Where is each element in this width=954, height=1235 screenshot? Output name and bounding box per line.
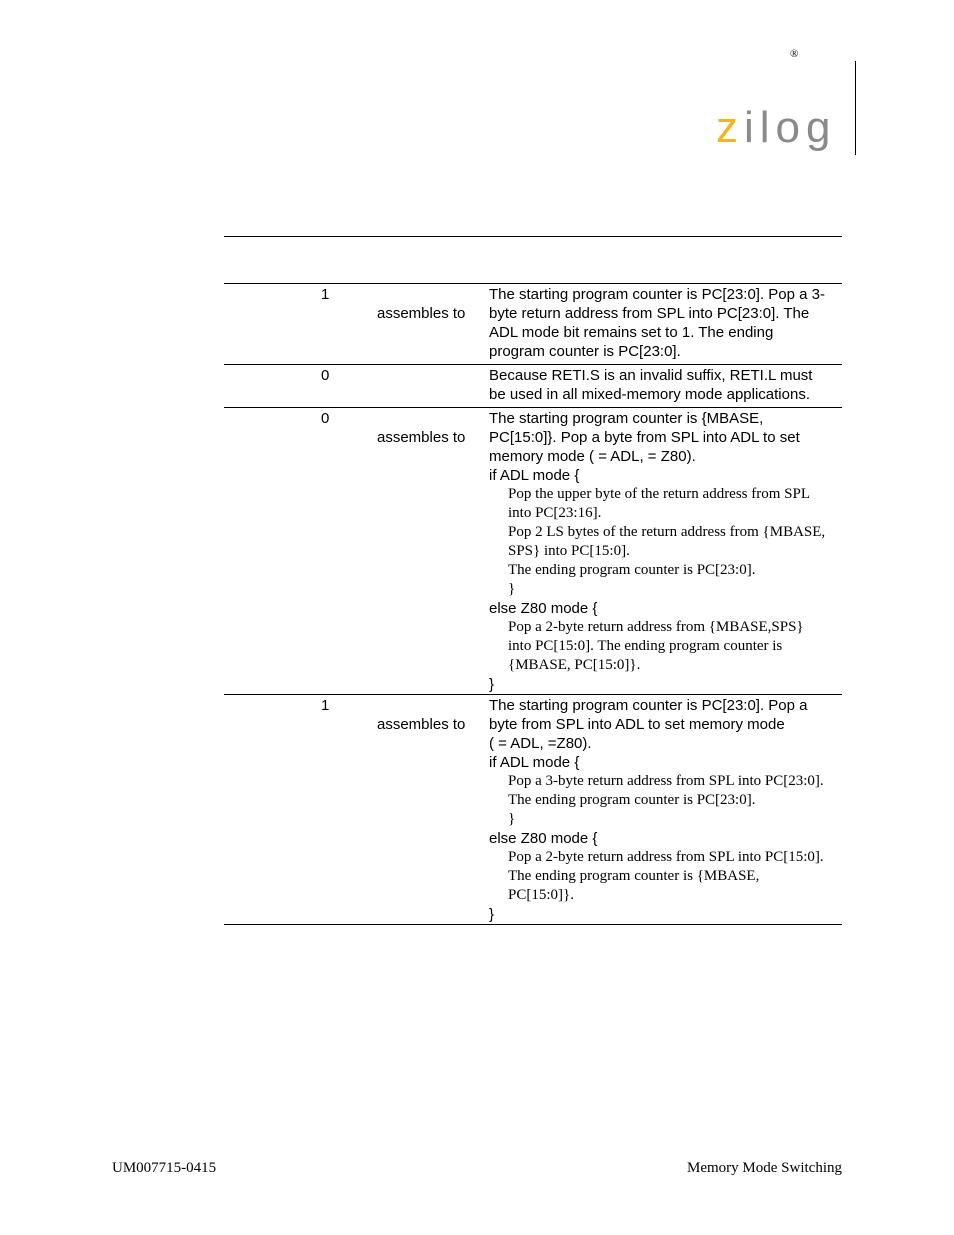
description-line: }: [489, 676, 495, 693]
description-line: The starting program counter is PC[23:0]. Pop a: [489, 697, 808, 714]
table-row-divider-3: [224, 694, 842, 695]
assembles-to-cell: assembles to: [377, 716, 466, 733]
description-line: }: [508, 581, 516, 597]
adl-value-cell: 1: [321, 286, 330, 303]
footer-document-number: UM007715-0415: [112, 1160, 217, 1176]
description-line: program counter is PC[23:0].: [489, 343, 681, 360]
description-line: The ending program counter is PC[23:0].: [508, 792, 756, 808]
description-line: }: [508, 811, 516, 827]
description-line: if ADL mode {: [489, 754, 580, 771]
adl-value-cell: 0: [321, 367, 330, 384]
registered-trademark-mark: ®: [790, 48, 799, 60]
description-line: into PC[23:16].: [508, 505, 602, 521]
description-cell: [489, 366, 812, 404]
table-top-rule: [224, 236, 842, 237]
zilog-logo-text: zilog: [716, 104, 837, 152]
description-cell: [489, 285, 825, 361]
description-line: SPS} into PC[15:0].: [508, 543, 630, 559]
description-line: if ADL mode {: [489, 467, 580, 484]
description-line: memory mode ( = ADL, = Z80).: [489, 448, 696, 465]
header-vertical-rule: [855, 61, 856, 155]
description-line: The ending program counter is PC[23:0].: [508, 562, 756, 578]
description-line: Pop a 3-byte return address from SPL into PC[23:0].: [508, 773, 824, 789]
description-line: {MBASE, PC[15:0]}.: [508, 657, 641, 673]
assembles-to-cell: assembles to: [377, 305, 466, 322]
adl-value-cell: 1: [321, 697, 330, 714]
description-line: be used in all mixed-memory mode applications.: [489, 386, 810, 403]
description-line: }: [489, 906, 495, 923]
table-bottom-rule: [224, 924, 842, 925]
description-cell: [489, 696, 824, 924]
description-line: The starting program counter is {MBASE,: [489, 410, 764, 427]
adl-value-cell: 0: [321, 410, 330, 427]
footer-section-title: Memory Mode Switching: [687, 1160, 842, 1176]
description-line: The starting program counter is PC[23:0]. Pop a 3-: [489, 286, 825, 303]
description-line: Pop the upper byte of the return address from SPL: [508, 486, 811, 502]
description-line: PC[15:0]}. Pop a byte from SPL into ADL to set: [489, 429, 800, 446]
description-line: PC[15:0]}.: [508, 887, 574, 903]
description-line: Pop 2 LS bytes of the return address from {MBASE,: [508, 524, 826, 540]
description-line: The ending program counter is {MBASE,: [508, 868, 760, 884]
description-line: into PC[15:0]. The ending program counter is: [508, 638, 783, 654]
description-cell: [489, 409, 825, 694]
description-line: else Z80 mode {: [489, 600, 598, 617]
description-line: Pop a 2-byte return address from SPL into PC[15:0].: [508, 849, 824, 865]
description-line: Because RETI.S is an invalid suffix, RETI.L must: [489, 367, 813, 384]
table-row-divider-2: [224, 407, 842, 408]
description-line: byte from SPL into ADL to set memory mode: [489, 716, 785, 733]
description-line: else Z80 mode {: [489, 830, 598, 847]
description-line: ( = ADL, =Z80).: [489, 735, 592, 752]
assembles-to-cell: assembles to: [377, 429, 466, 446]
description-line: ADL mode bit remains set to 1. The ending: [489, 324, 774, 341]
table-header-rule: [224, 283, 842, 284]
table-row-divider-1: [224, 364, 842, 365]
zilog-logo: [714, 104, 846, 158]
description-line: byte return address from SPL into PC[23:0]. The: [489, 305, 810, 322]
description-line: Pop a 2-byte return address from {MBASE,SPS}: [508, 619, 804, 635]
